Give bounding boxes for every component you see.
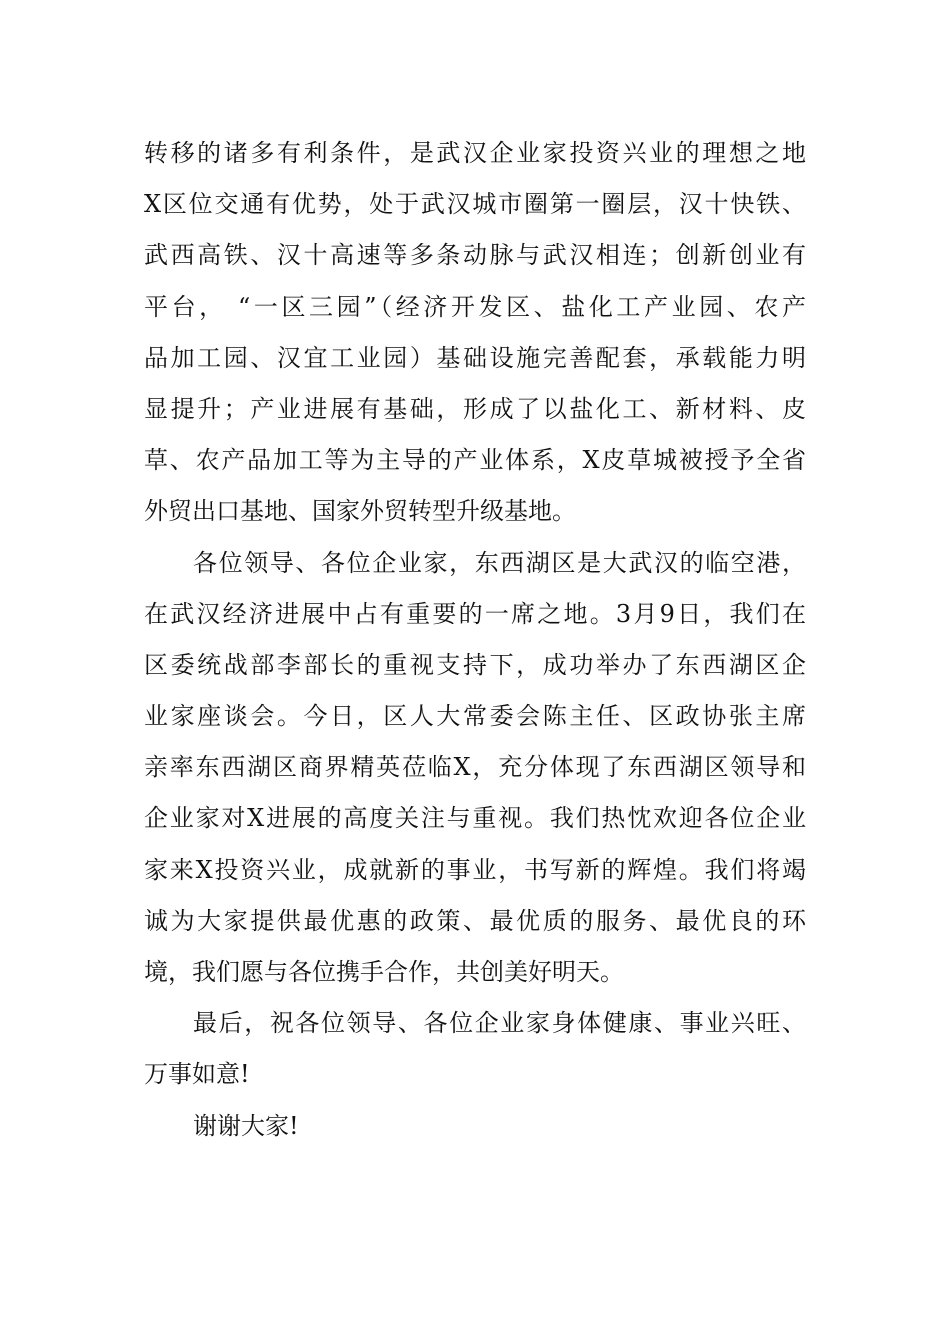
text-line: 区委统战部李部长的重视支持下，成功举办了东西湖区企 [144,650,806,679]
text-line: 企业家对X进展的高度关注与重视。我们热忱欢迎各位企业 [144,804,806,833]
text-line: 武西高铁、汉十高速等多条动脉与武汉相连；创新创业有 [144,241,806,270]
text-line: 各位领导、各位企业家，东西湖区是大武汉的临空港， [193,548,806,577]
text-line: 草、农产品加工等为主导的产业体系，X皮草城被授予全省 [144,446,806,475]
text-line: 业家座谈会。今日，区人大常委会陈主任、区政协张主席 [144,702,806,731]
text-line: 境，我们愿与各位携手合作，共创美好明天。 [144,958,624,986]
body-text [144,128,806,1152]
text-line: 品加工园、汉宜工业园）基础设施完善配套，承载能力明 [144,343,806,372]
text-line: 谢谢大家! [193,1111,299,1140]
text-line: 家来X投资兴业，成就新的事业，书写新的辉煌。我们将竭 [144,855,806,884]
text-line: 外贸出口基地、国家外贸转型升级基地。 [144,497,576,526]
text-line: 万事如意! [144,1060,250,1089]
text-line: 平台， “一区三园”（经济开发区、盐化工产业园、农产 [144,292,806,321]
text-line: 亲率东西湖区商界精英莅临X，充分体现了东西湖区领导和 [144,753,806,782]
text-line: 转移的诸多有利条件，是武汉企业家投资兴业的理想之地 [144,139,806,167]
text-line: 最后，祝各位领导、各位企业家身体健康、事业兴旺、 [193,1009,806,1038]
text-line: X区位交通有优势，处于武汉城市圈第一圈层，汉十快铁、 [144,190,806,219]
text-line: 诚为大家提供最优惠的政策、最优质的服务、最优良的环 [144,906,806,935]
text-line: 在武汉经济进展中占有重要的一席之地。3月9日，我们在 [144,599,806,628]
text-line: 显提升；产业进展有基础，形成了以盐化工、新材料、皮 [144,394,806,423]
